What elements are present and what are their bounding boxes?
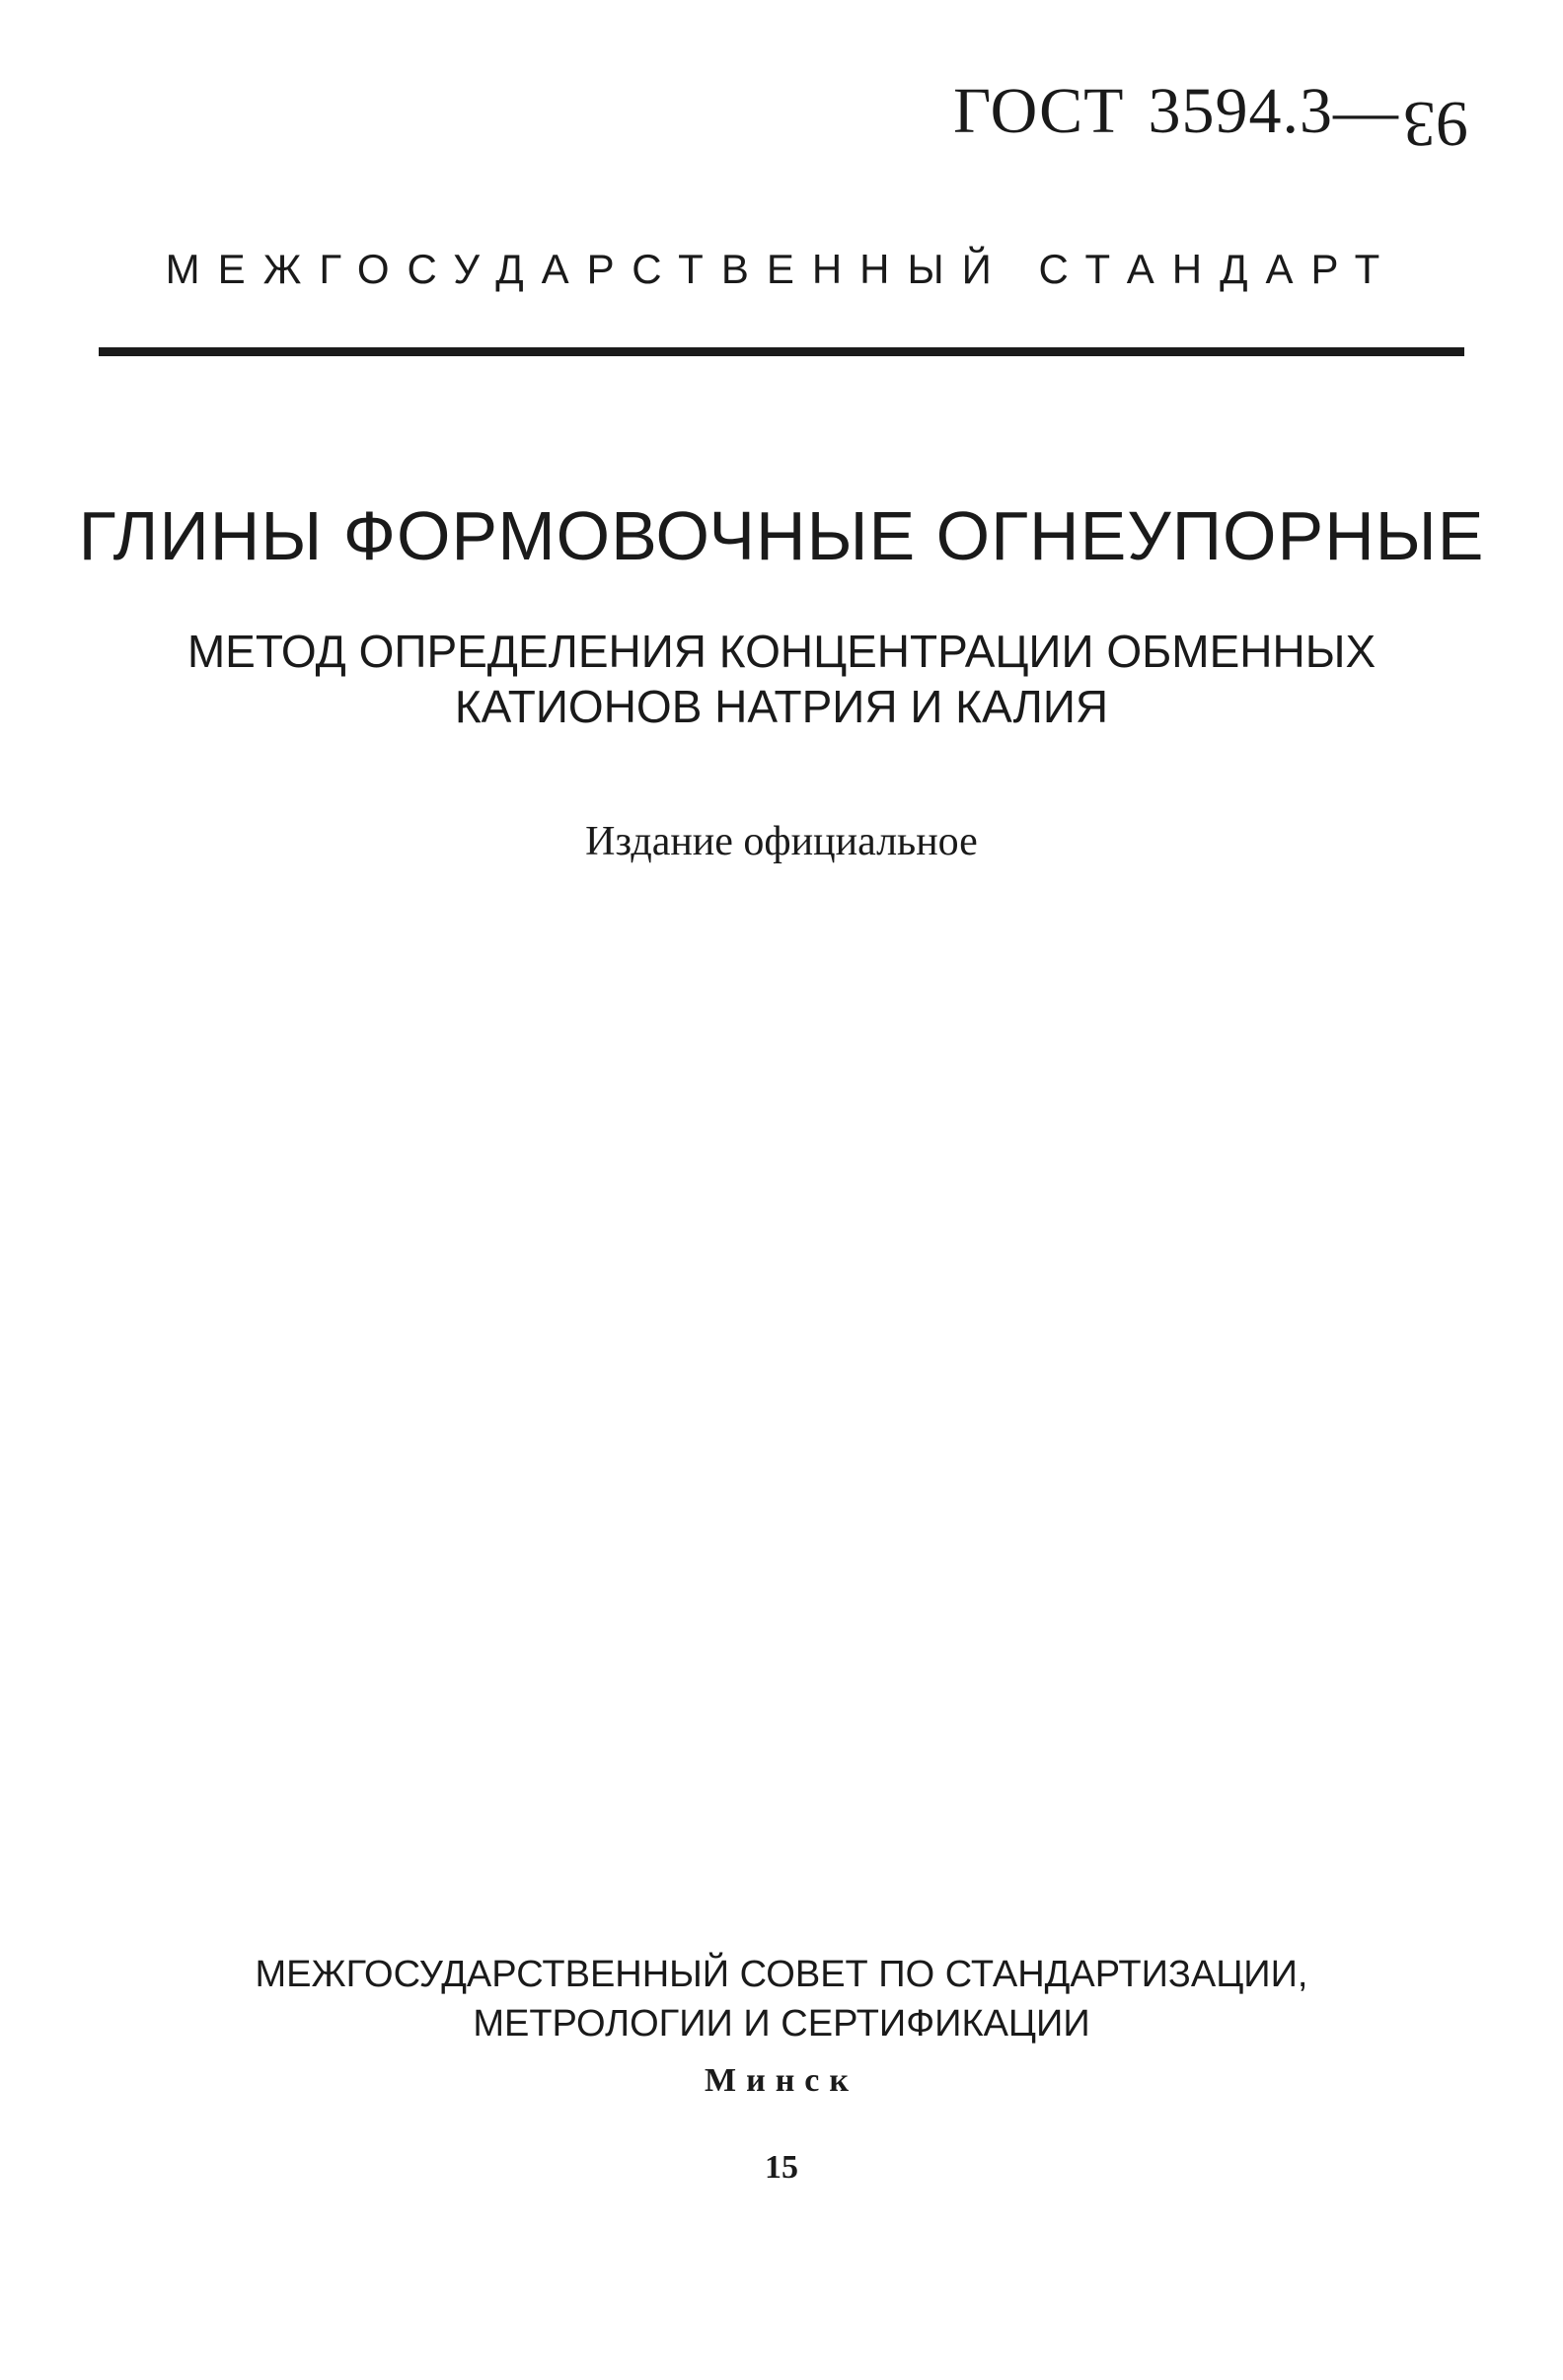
page-title: ГЛИНЫ ФОРМОВОЧНЫЕ ОГНЕУПОРНЫЕ [78,497,1485,574]
document-code-year: 93 [1403,88,1468,160]
document-code-number: 3594.3— [1148,75,1399,147]
publisher-line-2: МЕТРОЛОГИИ И СЕРТИФИКАЦИИ [473,2003,1090,2045]
document-code [953,75,1468,160]
edition-label: Издание официальное [585,819,978,864]
standard-type-heading: МЕЖГОСУДАРСТВЕННЫЙ СТАНДАРТ [165,246,1398,292]
publisher-block [0,1950,1563,2048]
subtitle-line-2: КАТИОНОВ НАТРИЯ И КАЛИЯ [454,681,1109,732]
publisher-line-1: МЕЖГОСУДАРСТВЕННЫЙ СОВЕТ ПО СТАНДАРТИЗАЦИИ, [255,1954,1308,1995]
page-number: 15 [765,2149,798,2186]
subtitle-line-1: МЕТОД ОПРЕДЕЛЕНИЯ КОНЦЕНТРАЦИИ ОБМЕННЫХ [186,626,1377,677]
header-divider [99,347,1464,356]
publication-city: Минск [705,2062,858,2099]
document-code-prefix: ГОСТ [953,75,1125,147]
page-subtitle [0,624,1563,734]
